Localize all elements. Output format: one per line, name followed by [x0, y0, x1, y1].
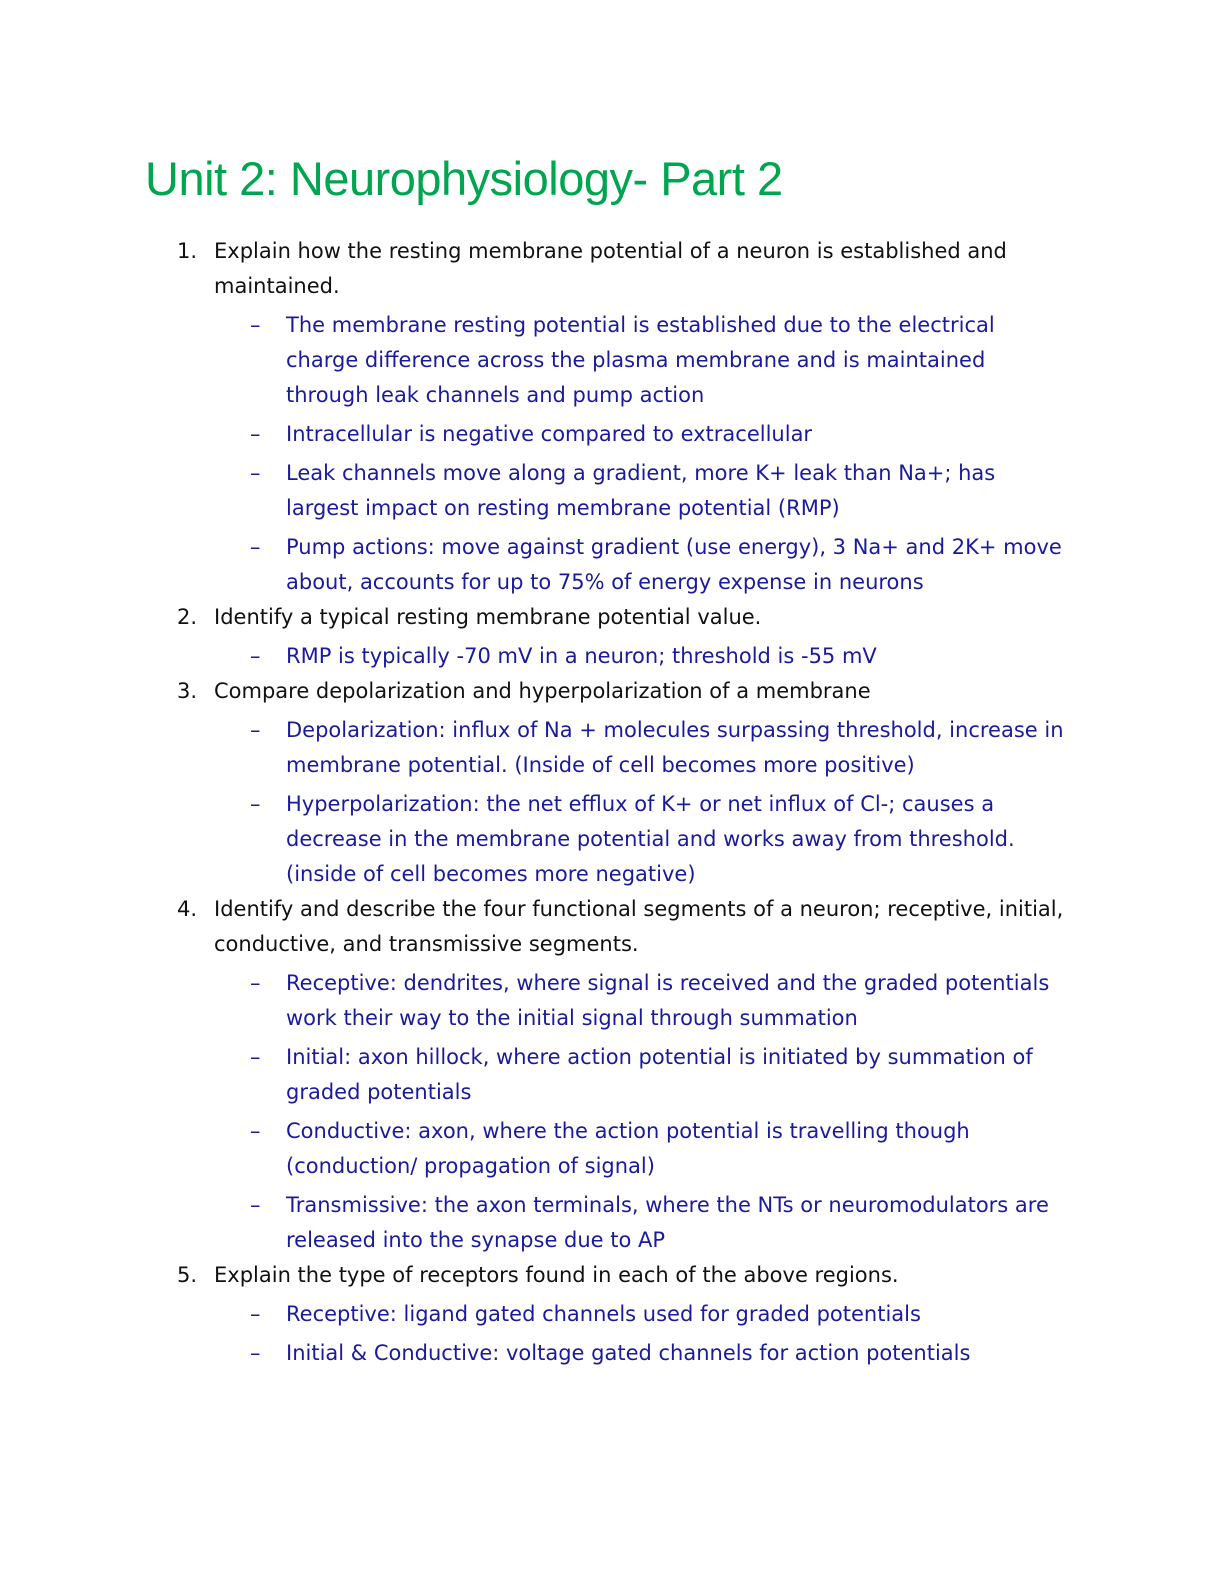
answer-list: [0, 713, 1224, 892]
answer-text: RMP is typically -70 mV in a neuron; threshold is -55 mV: [286, 644, 877, 668]
answer-item: [0, 1040, 1224, 1110]
dash-bullet: –: [250, 792, 261, 816]
dash-bullet: –: [250, 971, 261, 995]
question-text: Explain the type of receptors found in each of the above regions.: [214, 1263, 899, 1287]
question-item: [0, 1258, 1224, 1371]
answer-item: [0, 966, 1224, 1036]
dash-bullet: –: [250, 313, 261, 337]
question-number: 3.: [177, 679, 198, 703]
question-number: 1.: [177, 239, 198, 263]
question-text: Compare depolarization and hyperpolarization of a membrane: [214, 679, 871, 703]
question-number: 5.: [177, 1263, 198, 1287]
answer-item: [0, 308, 1224, 413]
answer-text: Intracellular is negative compared to extracellular: [286, 422, 813, 446]
dash-bullet: –: [250, 644, 261, 668]
answer-list: [0, 308, 1224, 600]
answer-item: [0, 530, 1224, 600]
answer-item: [0, 1336, 1224, 1371]
answer-text: Transmissive: the axon terminals, where the NTs or neuromodulators are released into the synapse due to AP: [286, 1193, 1049, 1252]
answer-item: [0, 417, 1224, 452]
answer-text: Conductive: axon, where the action potential is travelling though (conduction/ propagation of signal): [286, 1119, 970, 1178]
answer-item: [0, 1297, 1224, 1332]
answer-text: Pump actions: move against gradient (use energy), 3 Na+ and 2K+ move about, accounts for up to 75% of energy expense in neurons: [286, 535, 1062, 594]
dash-bullet: –: [250, 718, 261, 742]
dash-bullet: –: [250, 1193, 261, 1217]
answer-list: [0, 966, 1224, 1258]
answer-text: Receptive: ligand gated channels used for graded potentials: [286, 1302, 921, 1326]
answer-item: [0, 1188, 1224, 1258]
question-text: Explain how the resting membrane potential of a neuron is established and maintained.: [214, 239, 1007, 298]
question-number: 4.: [177, 897, 198, 921]
answer-item: [0, 1114, 1224, 1184]
question-text: Identify and describe the four functional segments of a neuron; receptive, initial, conductive, and transmissive segments.: [214, 897, 1064, 956]
answer-text: Hyperpolarization: the net efflux of K+ or net influx of Cl-; causes a decrease in the membrane potential and works away from threshold. (inside of cell becomes more negative): [286, 792, 1015, 886]
answer-list: [0, 639, 1224, 674]
dash-bullet: –: [250, 1045, 261, 1069]
answer-text: The membrane resting potential is established due to the electrical charge difference across the plasma membrane and is maintained through leak channels and pump action: [286, 313, 995, 407]
question-item: [0, 600, 1224, 674]
dash-bullet: –: [250, 461, 261, 485]
answer-list: [0, 1297, 1224, 1371]
dash-bullet: –: [250, 535, 261, 559]
dash-bullet: –: [250, 422, 261, 446]
dash-bullet: –: [250, 1302, 261, 1326]
question-list: [0, 234, 1224, 1371]
question-item: [0, 234, 1224, 600]
answer-item: [0, 456, 1224, 526]
page-title: Unit 2: Neurophysiology- Part 2: [145, 152, 783, 205]
answer-text: Initial: axon hillock, where action potential is initiated by summation of graded potentials: [286, 1045, 1033, 1104]
question-item: [0, 674, 1224, 892]
answer-item: [0, 787, 1224, 892]
answer-text: Depolarization: influx of Na + molecules surpassing threshold, increase in membrane potential. (Inside of cell becomes more positive): [286, 718, 1064, 777]
dash-bullet: –: [250, 1341, 261, 1365]
answer-item: [0, 639, 1224, 674]
answer-text: Receptive: dendrites, where signal is received and the graded potentials work their way to the initial signal through summation: [286, 971, 1050, 1030]
dash-bullet: –: [250, 1119, 261, 1143]
answer-text: Initial & Conductive: voltage gated channels for action potentials: [286, 1341, 971, 1365]
question-number: 2.: [177, 605, 198, 629]
answer-item: [0, 713, 1224, 783]
question-text: Identify a typical resting membrane potential value.: [214, 605, 762, 629]
question-item: [0, 892, 1224, 1258]
answer-text: Leak channels move along a gradient, more K+ leak than Na+; has largest impact on resting membrane potential (RMP): [286, 461, 996, 520]
